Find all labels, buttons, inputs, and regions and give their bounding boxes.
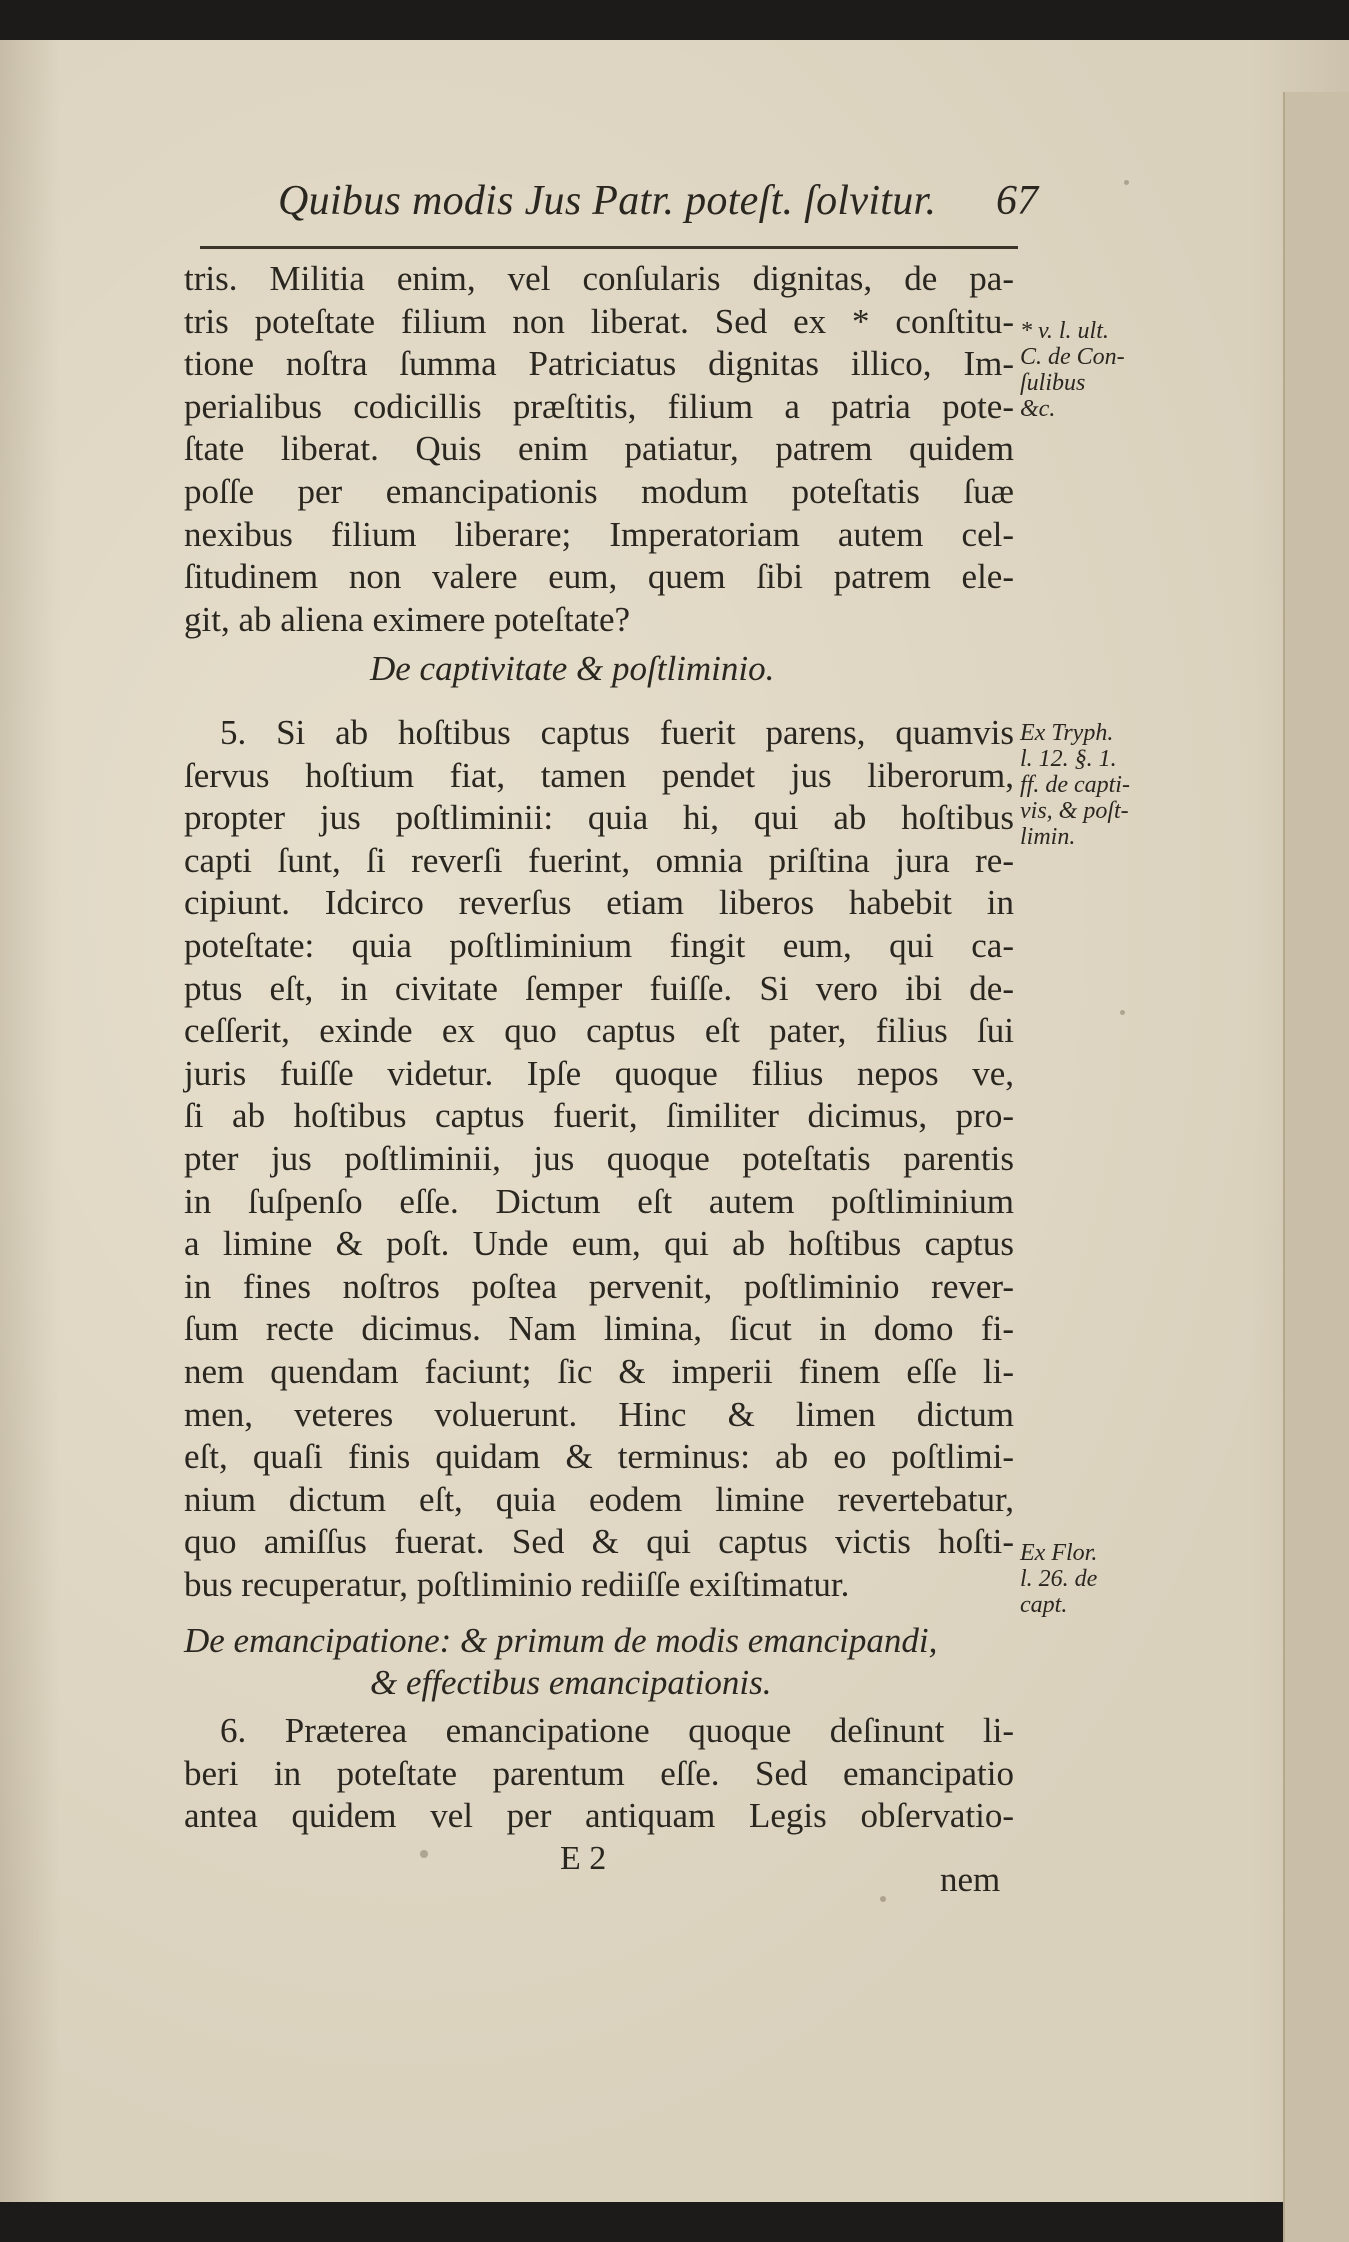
ink-spot: [1120, 1010, 1125, 1015]
text-line: 5. Si ab hoſtibus captus fuerit parens, quamvis: [220, 713, 1014, 752]
margin-note-line: Ex Flor.: [1020, 1540, 1098, 1566]
page-number: 67: [996, 178, 1038, 224]
text-line: nium dictum eſt, quia eodem limine revertebatur,: [184, 1479, 1014, 1519]
margin-note-line: ſulibus: [1020, 370, 1086, 396]
text-line: a limine & poſt. Unde eum, qui ab hoſtibus captus: [184, 1224, 1014, 1264]
text-line: capti ſunt, ſi reverſi fuerint, omnia priſtina jura re-: [184, 840, 1014, 880]
margin-note-line: &c.: [1020, 396, 1056, 422]
text-line: cipiunt. Idcirco reverſus etiam liberos habebit in: [184, 883, 1014, 923]
text-line: ptus eſt, in civitate ſemper fuiſſe. Si vero ibi de-: [184, 968, 1014, 1008]
text-line: eſt, quaſi finis quidam & terminus: ab eo poſtlimi-: [184, 1437, 1014, 1477]
ink-spot: [420, 1850, 428, 1858]
margin-note-florentinus: [1020, 1540, 1150, 1618]
text-line: poſſe per emancipationis modum poteſtatis ſuæ: [184, 472, 1014, 511]
text-line: men, veteres voluerunt. Hinc & limen dictum: [184, 1394, 1014, 1434]
text-line: in ſuſpenſo eſſe. Dictum eſt autem poſtliminium: [184, 1181, 1014, 1221]
margin-note-line: l. 26. de: [1020, 1566, 1098, 1592]
catchword: nem: [940, 1860, 1001, 1899]
ink-spot: [880, 1896, 886, 1902]
margin-note-constitution: [1020, 318, 1150, 422]
section-heading-emancipation: De emancipatione: & primum de modis emancipandi,: [184, 1621, 938, 1660]
text-line: poteſtate: quia poſtliminium fingit eum, qui ca-: [184, 926, 1014, 965]
text-line: tris. Militia enim, vel conſularis dignitas, de pa-: [184, 259, 1014, 298]
text-line: ceſſerit, exinde ex quo captus eſt pater, filius ſui: [184, 1011, 1014, 1051]
text-line: tris poteſtate filium non liberat. Sed ex * conſtitu-: [184, 301, 1014, 341]
text-line: ſi ab hoſtibus captus fuerit, ſimiliter dicimus, pro-: [184, 1096, 1014, 1136]
text-line: git, ab aliena eximere poteſtate?: [184, 599, 631, 639]
margin-note-line: vis, & poſt-: [1020, 798, 1129, 824]
text-line: propter jus poſtliminii: quia hi, qui ab hoſtibus: [184, 798, 1014, 838]
margin-note-line: C. de Con-: [1020, 344, 1125, 370]
ink-spot: [1124, 180, 1129, 185]
text-line: ſum recte dicimus. Nam limina, ſicut in domo fi-: [184, 1309, 1014, 1349]
text-line: nem quendam faciunt; ſic & imperii finem eſſe li-: [184, 1352, 1014, 1391]
text-line: antea quidem vel per antiquam Legis obſervatio-: [184, 1796, 1014, 1836]
header-rule: [200, 246, 1018, 249]
margin-note-line: * v. l. ult.: [1020, 318, 1109, 344]
signature-mark: E 2: [560, 1840, 607, 1877]
text-line: quo amiſſus fuerat. Sed & qui captus victis hoſti-: [184, 1522, 1014, 1562]
section-heading-emancipation-cont: & effectibus emancipationis.: [370, 1663, 772, 1702]
text-line: juris fuiſſe videtur. Ipſe quoque filius nepos ve,: [184, 1053, 1014, 1093]
text-line: ſitudinem non valere eum, quem ſibi patrem ele-: [184, 557, 1014, 597]
margin-note-tryphoninus: [1020, 720, 1150, 850]
text-line: nexibus filium liberare; Imperatoriam autem cel-: [184, 514, 1014, 554]
margin-note-line: Ex Tryph.: [1020, 720, 1114, 746]
text-line: perialibus codicillis præſtitis, filium a patria pote-: [184, 386, 1014, 426]
margin-note-line: l. 12. §. 1.: [1020, 746, 1117, 772]
text-line: tione noſtra ſumma Patriciatus dignitas illico, Im-: [184, 344, 1014, 384]
section-heading-captivity: De captivitate & poſtliminio.: [370, 649, 775, 688]
running-title: Quibus modis Jus Patr. poteſt. ſolvitur.: [278, 178, 937, 224]
text-line: pter jus poſtliminii, jus quoque poteſtatis parentis: [184, 1139, 1014, 1178]
running-header: [278, 172, 1038, 230]
text-line: bus recuperatur, poſtliminio rediiſſe exiſtimatur.: [184, 1565, 850, 1604]
text-line: ſtate liberat. Quis enim patiatur, patrem quidem: [184, 429, 1014, 469]
page-edge: [1283, 92, 1349, 2242]
text-line: 6. Præterea emancipatione quoque deſinunt li-: [220, 1711, 1014, 1750]
margin-note-line: ff. de capti-: [1020, 772, 1130, 798]
margin-note-line: limin.: [1020, 824, 1076, 850]
text-line: beri in poteſtate parentum eſſe. Sed emancipatio: [184, 1753, 1014, 1793]
text-line: in fines noſtros poſtea pervenit, poſtliminio rever-: [184, 1266, 1014, 1306]
margin-note-line: capt.: [1020, 1592, 1068, 1618]
text-line: ſervus hoſtium fiat, tamen pendet jus liberorum,: [184, 755, 1014, 795]
